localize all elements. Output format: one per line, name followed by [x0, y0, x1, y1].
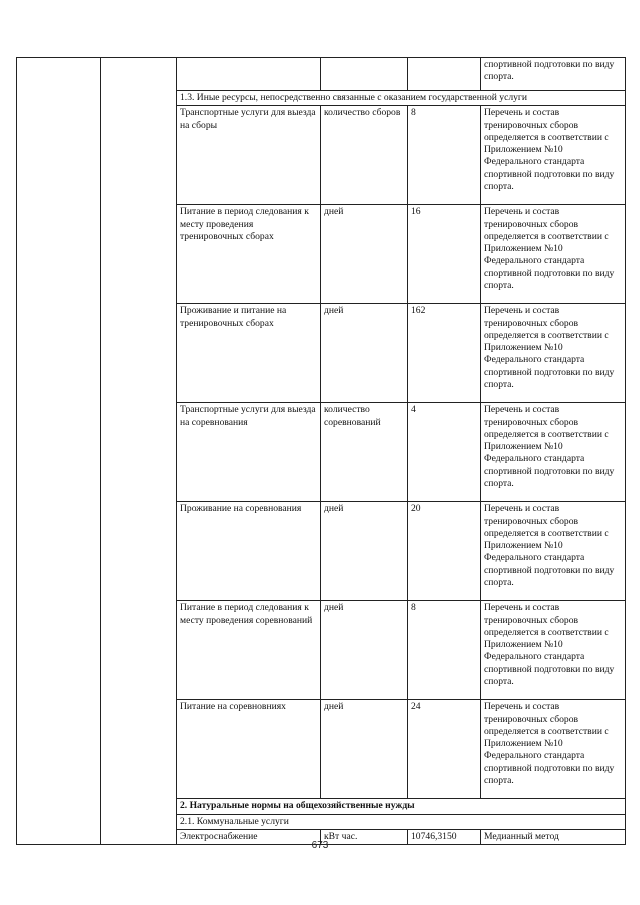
value-cell: 8	[408, 601, 481, 700]
norms-table	[16, 57, 626, 845]
value-cell: 16	[408, 205, 481, 304]
value-cell: 8	[408, 106, 481, 205]
resource-name-cell: Электроснабжение	[177, 829, 321, 844]
unit-cell: количество сборов	[321, 106, 408, 205]
unit-cell	[321, 58, 408, 91]
resource-name-cell: Транспортные услуги для выезда на соревнования	[177, 403, 321, 502]
section-heading-2-1: 2.1. Коммунальные услуги	[177, 814, 626, 829]
blank-cell	[17, 58, 101, 845]
value-cell: 4	[408, 403, 481, 502]
section-heading-1-3: 1.3. Иные ресурсы, непосредственно связанные с оказанием государственной услуги	[177, 91, 626, 106]
norm-cell: Перечень и состав тренировочных сборов определяется в соответствии с Приложением №10 Федерального стандарта спортивной подготовки по виду спорта.	[481, 304, 626, 403]
resource-name-cell: Питание на соревновниях	[177, 700, 321, 799]
value-cell: 24	[408, 700, 481, 799]
resource-name-cell: Транспортные услуги для выезда на сборы	[177, 106, 321, 205]
norm-cell: спортивной подготовки по виду спорта.	[481, 58, 626, 91]
name-cell	[177, 58, 321, 91]
norm-cell: Перечень и состав тренировочных сборов определяется в соответствии с Приложением №10 Федерального стандарта спортивной подготовки по виду спорта.	[481, 700, 626, 799]
unit-cell: дней	[321, 205, 408, 304]
unit-cell: дней	[321, 304, 408, 403]
resource-name-cell: Питание в период следования к месту проведения тренировочных сборах	[177, 205, 321, 304]
unit-cell: дней	[321, 601, 408, 700]
unit-cell: кВт час.	[321, 829, 408, 844]
page-number: 673	[311, 840, 329, 851]
unit-cell: дней	[321, 700, 408, 799]
norm-cell: Перечень и состав тренировочных сборов определяется в соответствии с Приложением №10 Федерального стандарта спортивной подготовки по виду спорта.	[481, 106, 626, 205]
norm-cell: Перечень и состав тренировочных сборов определяется в соответствии с Приложением №10 Федерального стандарта спортивной подготовки по виду спорта.	[481, 502, 626, 601]
value-cell: 162	[408, 304, 481, 403]
norm-cell: Перечень и состав тренировочных сборов определяется в соответствии с Приложением №10 Федерального стандарта спортивной подготовки по виду спорта.	[481, 205, 626, 304]
unit-cell: количество соревнований	[321, 403, 408, 502]
value-cell	[408, 58, 481, 91]
norm-cell: Перечень и состав тренировочных сборов определяется в соответствии с Приложением №10 Федерального стандарта спортивной подготовки по виду спорта.	[481, 601, 626, 700]
blank-cell	[101, 58, 177, 845]
norm-cell: Медианный метод	[481, 829, 626, 844]
norm-cell: Перечень и состав тренировочных сборов определяется в соответствии с Приложением №10 Федерального стандарта спортивной подготовки по виду спорта.	[481, 403, 626, 502]
section-heading-2: 2. Натуральные нормы на общехозяйственные нужды	[177, 799, 626, 814]
resource-name-cell: Проживание и питание на тренировочных сборах	[177, 304, 321, 403]
resource-name-cell: Проживание на соревнования	[177, 502, 321, 601]
resource-name-cell: Питание в период следования к месту проведения соревнований	[177, 601, 321, 700]
value-cell: 10746,3150	[408, 829, 481, 844]
value-cell: 20	[408, 502, 481, 601]
table-row	[17, 58, 626, 91]
unit-cell: дней	[321, 502, 408, 601]
